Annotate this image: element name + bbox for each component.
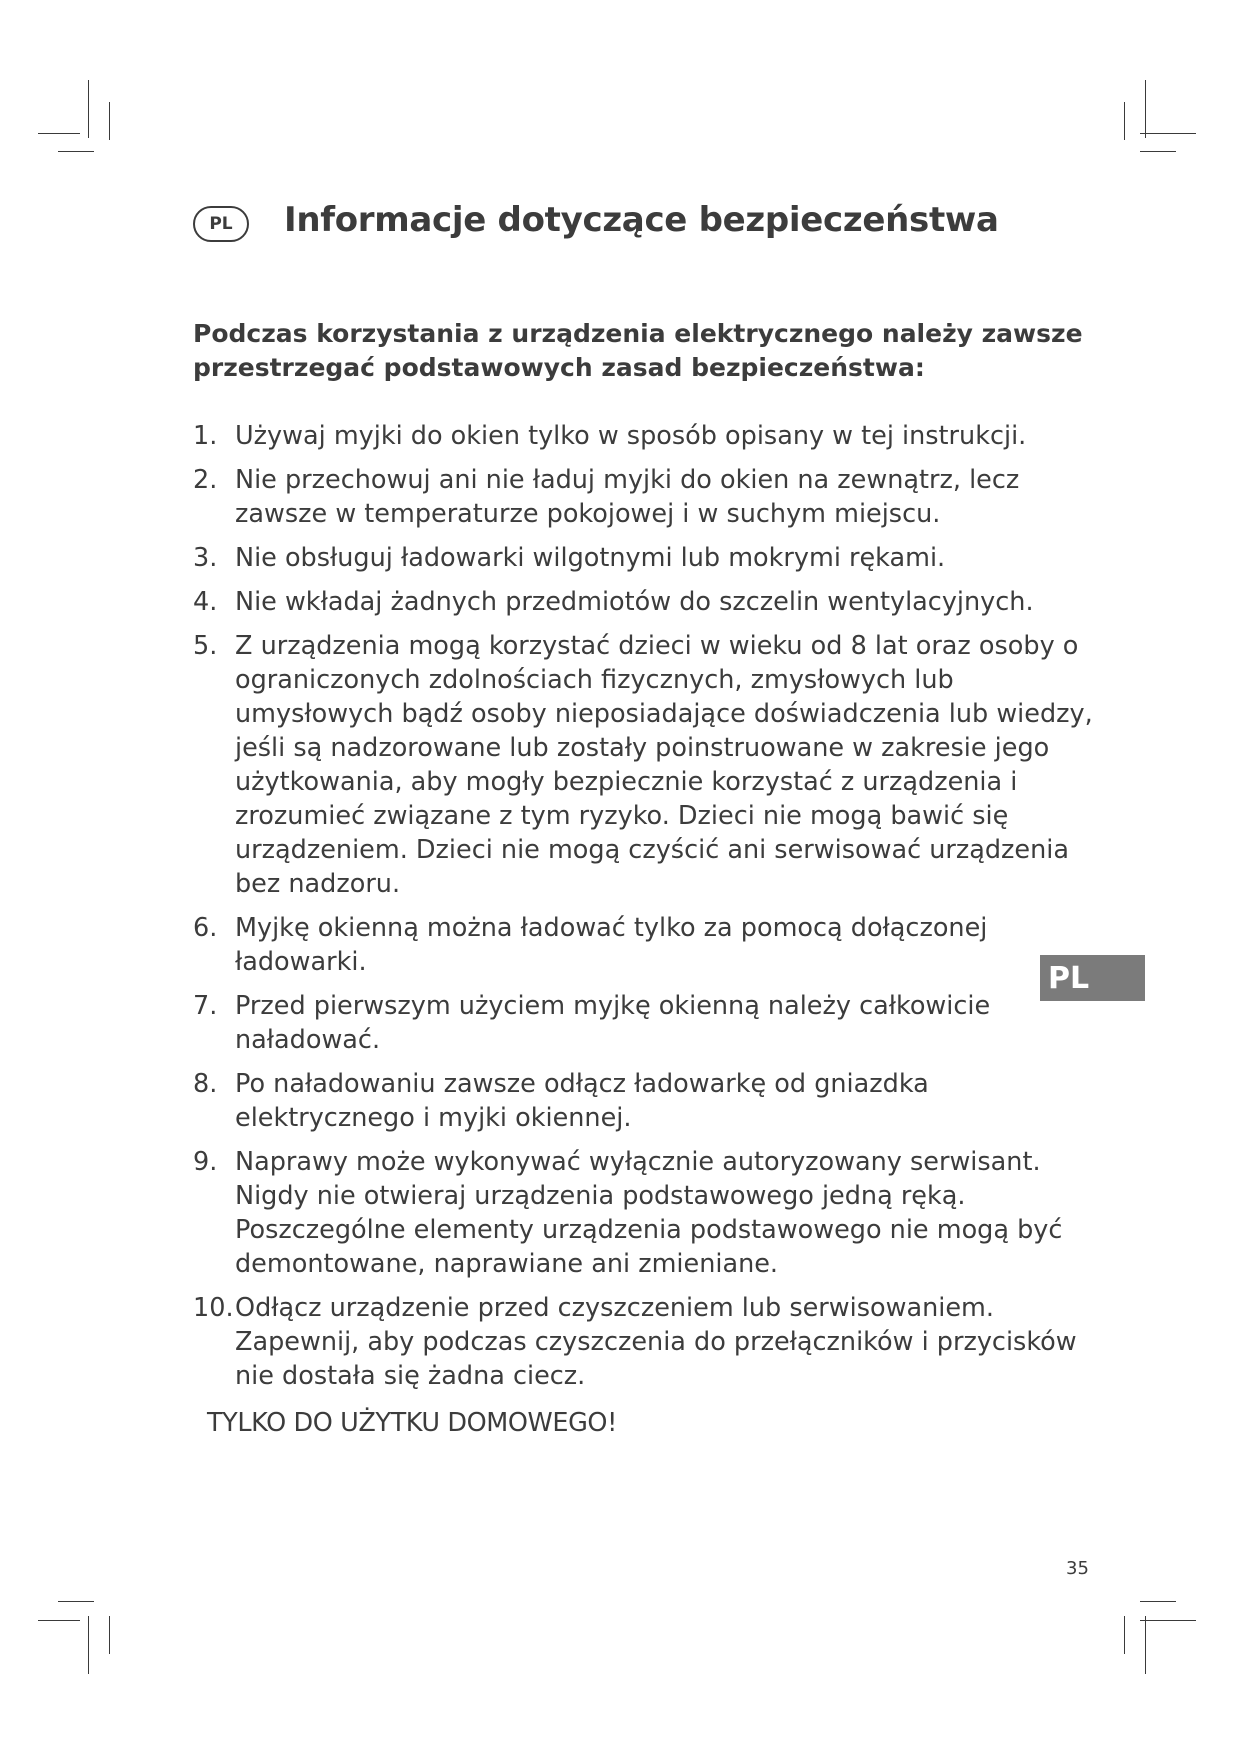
list-item xyxy=(193,1145,1103,1281)
list-item xyxy=(193,911,1103,979)
list-item xyxy=(193,585,1103,619)
item-number: 8. xyxy=(193,1069,218,1099)
item-number: 10. xyxy=(193,1293,234,1323)
item-text: Używaj myjki do okien tylko w sposób opisany w tej instrukcji. xyxy=(235,421,1027,451)
list-item xyxy=(193,989,1103,1057)
language-side-tab: PL xyxy=(1040,955,1145,1001)
item-number: 9. xyxy=(193,1147,218,1177)
list-item xyxy=(193,541,1103,575)
language-badge: PL xyxy=(193,206,249,242)
list-item xyxy=(193,629,1103,901)
item-number: 3. xyxy=(193,543,218,573)
item-text: Nie wkładaj żadnych przedmiotów do szczelin wentylacyjnych. xyxy=(235,587,1034,617)
page-title: Informacje dotyczące bezpieczeństwa xyxy=(284,200,999,240)
list-item xyxy=(193,463,1103,531)
item-number: 6. xyxy=(193,913,218,943)
item-text: Po naładowaniu zawsze odłącz ładowarkę od gniazdka elektrycznego i myjki okiennej. xyxy=(235,1069,929,1133)
item-text: Nie obsługuj ładowarki wilgotnymi lub mokrymi rękami. xyxy=(235,543,946,573)
item-text: Odłącz urządzenie przed czyszczeniem lub serwisowaniem. Zapewnij, aby podczas czyszczenia do przełączników i przycisków nie dostała się żadna ciecz. xyxy=(235,1293,1077,1391)
list-item xyxy=(193,419,1103,453)
item-number: 2. xyxy=(193,465,218,495)
intro-text: Podczas korzystania z urządzenia elektrycznego należy zawsze przestrzegać podstawowych zasad bezpieczeństwa: xyxy=(193,319,1083,382)
item-text: Naprawy może wykonywać wyłącznie autoryzowany serwisant. Nigdy nie otwieraj urządzenia podstawowego jedną ręką. Poszczególne elementy urządzenia podstawowego nie mogą być demontowane, naprawiane ani zmieniane. xyxy=(235,1147,1063,1279)
safety-list xyxy=(193,419,1103,1403)
list-item xyxy=(193,1067,1103,1135)
list-item xyxy=(193,1291,1103,1393)
item-text: Przed pierwszym użyciem myjkę okienną należy całkowicie naładować. xyxy=(235,991,991,1055)
item-text: Myjkę okienną można ładować tylko za pomocą dołączonej ładowarki. xyxy=(235,913,988,977)
item-number: 1. xyxy=(193,421,218,451)
household-use-note: TYLKO DO UŻYTKU DOMOWEGO! xyxy=(207,1408,617,1438)
item-text: Z urządzenia mogą korzystać dzieci w wieku od 8 lat oraz osoby o ograniczonych zdolnościach fizycznych, zmysłowych lub umysłowych bądź osoby nieposiadające doświadczenia lub wiedzy, jeśli są nadzorowane lub zostały poinstruowane w zakresie jego użytkowania, aby mogły bezpiecznie korzystać z urządzenia i zrozumieć związane z tym ryzyko. Dzieci nie mogą bawić się urządzeniem. Dzieci nie mogą czyścić ani serwisować urządzenia bez nadzoru. xyxy=(235,631,1093,899)
item-number: 5. xyxy=(193,631,218,661)
item-number: 4. xyxy=(193,587,218,617)
page-number: 35 xyxy=(1066,1558,1089,1579)
item-text: Nie przechowuj ani nie ładuj myjki do okien na zewnątrz, lecz zawsze w temperaturze pokojowej i w suchym miejscu. xyxy=(235,465,1020,529)
item-number: 7. xyxy=(193,991,218,1021)
